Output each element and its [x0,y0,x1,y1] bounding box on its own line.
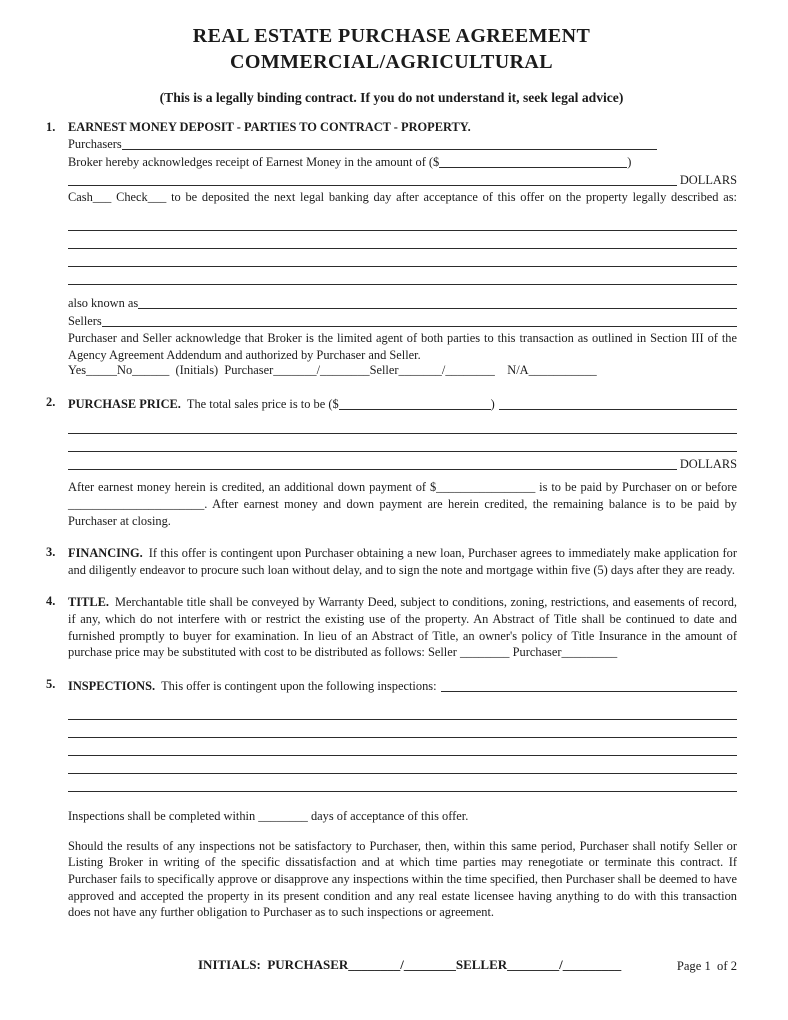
section-4-number: 4. [46,594,56,609]
inspections-field-5[interactable] [68,791,737,792]
section-4-heading: TITLE. [68,595,109,610]
section-3 [46,545,737,578]
purchase-price-close-paren: ) [490,397,495,412]
earnest-money-text: Broker hereby acknowledges receipt of Earnest Money in the amount of ($ [68,155,440,170]
purchase-price-words-field-2[interactable] [68,433,737,434]
sellers-label: Sellers [68,314,102,329]
section-5-heading: INSPECTIONS. [68,678,156,693]
section-3-body [68,545,737,578]
dollars-words-field[interactable] [68,185,677,186]
deposit-method-line: Cash___ Check___ to be deposited the next legal banking day after acceptance of this offer on the property legally described as: [68,190,737,205]
inspections-row-4 [68,759,737,777]
legal-description-row-1 [68,216,737,234]
inspections-row-1 [68,705,737,723]
initials-signature-line: INITIALS: PURCHASER________/________SELLER________/_________ [198,956,622,972]
legal-description-row-4 [68,270,737,288]
title-line-1: REAL ESTATE PURCHASE AGREEMENT [192,25,591,47]
legal-description-row-2 [68,234,737,252]
section-1 [46,120,737,378]
inspections-field-1[interactable] [68,719,737,720]
inspections-row-3 [68,741,737,759]
section-2 [46,395,737,529]
section-3-number: 3. [46,545,56,560]
purchasers-field[interactable] [122,149,657,150]
earnest-money-amount-field[interactable] [439,167,627,168]
inspections-field-4[interactable] [68,773,737,774]
section-3-text: If this offer is contingent upon Purchaser obtaining a new loan, Purchaser agrees to immediately make application for and diligently endeavor to procure such loan without delay, and to sign the note and mortgage within five (5) days after they are ready. [68,546,737,577]
inspections-field-0[interactable] [441,691,737,692]
inspections-row-2 [68,723,737,741]
legal-description-row-3 [68,252,737,270]
agency-paragraph: Purchaser and Seller acknowledge that Broker is the limited agent of both parties to this transaction as outlined in Section III of the Agency Agreement Addendum and authorized by Purchaser and Seller. [68,331,737,362]
section-5 [46,677,737,921]
purchase-price-dollars-label: DOLLARS [679,457,737,472]
sellers-line [68,312,737,330]
section-1-number: 1. [46,120,56,135]
purchase-price-text: The total sales price is to be ($ [186,397,339,412]
section-2-number: 2. [46,395,56,410]
earnest-money-close-paren: ) [627,155,632,170]
legal-description-field-1[interactable] [68,230,737,231]
section-5-number: 5. [46,676,56,691]
section-2-heading: PURCHASE PRICE. [68,397,181,412]
purchasers-label: Purchasers [68,137,122,152]
legal-description-field-3[interactable] [68,266,737,267]
also-known-as-label: also known as [68,296,139,311]
inspections-field-2[interactable] [68,737,737,738]
dollars-words-line [68,171,737,189]
purchase-price-line [68,395,737,413]
inspections-deadline-line: Inspections shall be completed within ________ days of acceptance of this offer. [68,808,469,823]
section-3-heading: FINANCING. [68,546,143,561]
document-title [46,24,737,75]
purchase-price-dollars-line [68,455,737,473]
document-subtitle: (This is a legally binding contract. If you do not understand it, seek legal advice) [159,90,624,106]
sellers-field[interactable] [102,326,737,327]
section-4 [46,594,737,660]
inspections-results-paragraph: Should the results of any inspections not be satisfactory to Purchaser, then, within this same period, Purchaser shall notify Seller or Listing Broker in writing of the specific dissatisfaction and at which time parties may renegotiate or terminate this contract. If Purchaser fails to specifically approve or disapprove any inspections within the time specified, then Purchaser shall be deemed to have approved and accepted the property in its present condition and any real estate licensee having anything to do with this transaction does not have any further obligation to Purchaser as to such inspections or agreement. [68,838,737,920]
section-1-heading: EARNEST MONEY DEPOSIT - PARTIES TO CONTRACT - PROPERTY. [68,120,471,135]
title-line-2: COMMERCIAL/AGRICULTURAL [230,50,553,73]
purchase-price-words-row-3 [68,437,737,455]
purchase-price-words-field-3[interactable] [68,451,737,452]
page-number: Page 1 of 2 [676,959,737,973]
purchase-price-dollars-field[interactable] [68,469,677,470]
purchase-price-words-row-2 [68,419,737,437]
dollars-label: DOLLARS [679,173,737,188]
inspections-row-5 [68,777,737,795]
purchase-price-amount-field[interactable] [339,409,491,410]
legal-description-field-2[interactable] [68,248,737,249]
also-known-as-line [68,294,737,312]
inspections-intro-text: This offer is contingent upon the following inspections: [161,678,437,693]
down-payment-paragraph: After earnest money herein is credited, an additional down payment of $________________ is to be paid by Purchaser on or before ______________________. After earnest money and down payment are herein credited, the remaining balance is to be paid by Purchaser at closing. [68,480,737,528]
agency-acknowledgment-line: Yes_____No______ (Initials) Purchaser_______/________Seller_______/________ N/A___________ [68,363,597,378]
earnest-money-line [68,153,737,171]
legal-description-field-4[interactable] [68,284,737,285]
also-known-as-field[interactable] [138,308,737,309]
section-4-text: Merchantable title shall be conveyed by Warranty Deed, subject to conditions, zoning, restrictions, and easements of record, if any, which do not interfere with or restrict the existing use of the property. An Abstract of Title shall be continued to date and furnished promptly to buyer for examination. In lieu of an Abstract of Title, an owner's policy of Title Insurance in the amount of purchase price may be substituted with cost to be distributed as follows: Seller ________ Purchaser_________ [68,595,737,660]
inspections-intro-line [68,677,737,695]
purchasers-line [68,135,737,153]
inspections-field-3[interactable] [68,755,737,756]
purchase-price-words-field-1[interactable] [499,409,737,410]
section-4-body [68,594,737,660]
